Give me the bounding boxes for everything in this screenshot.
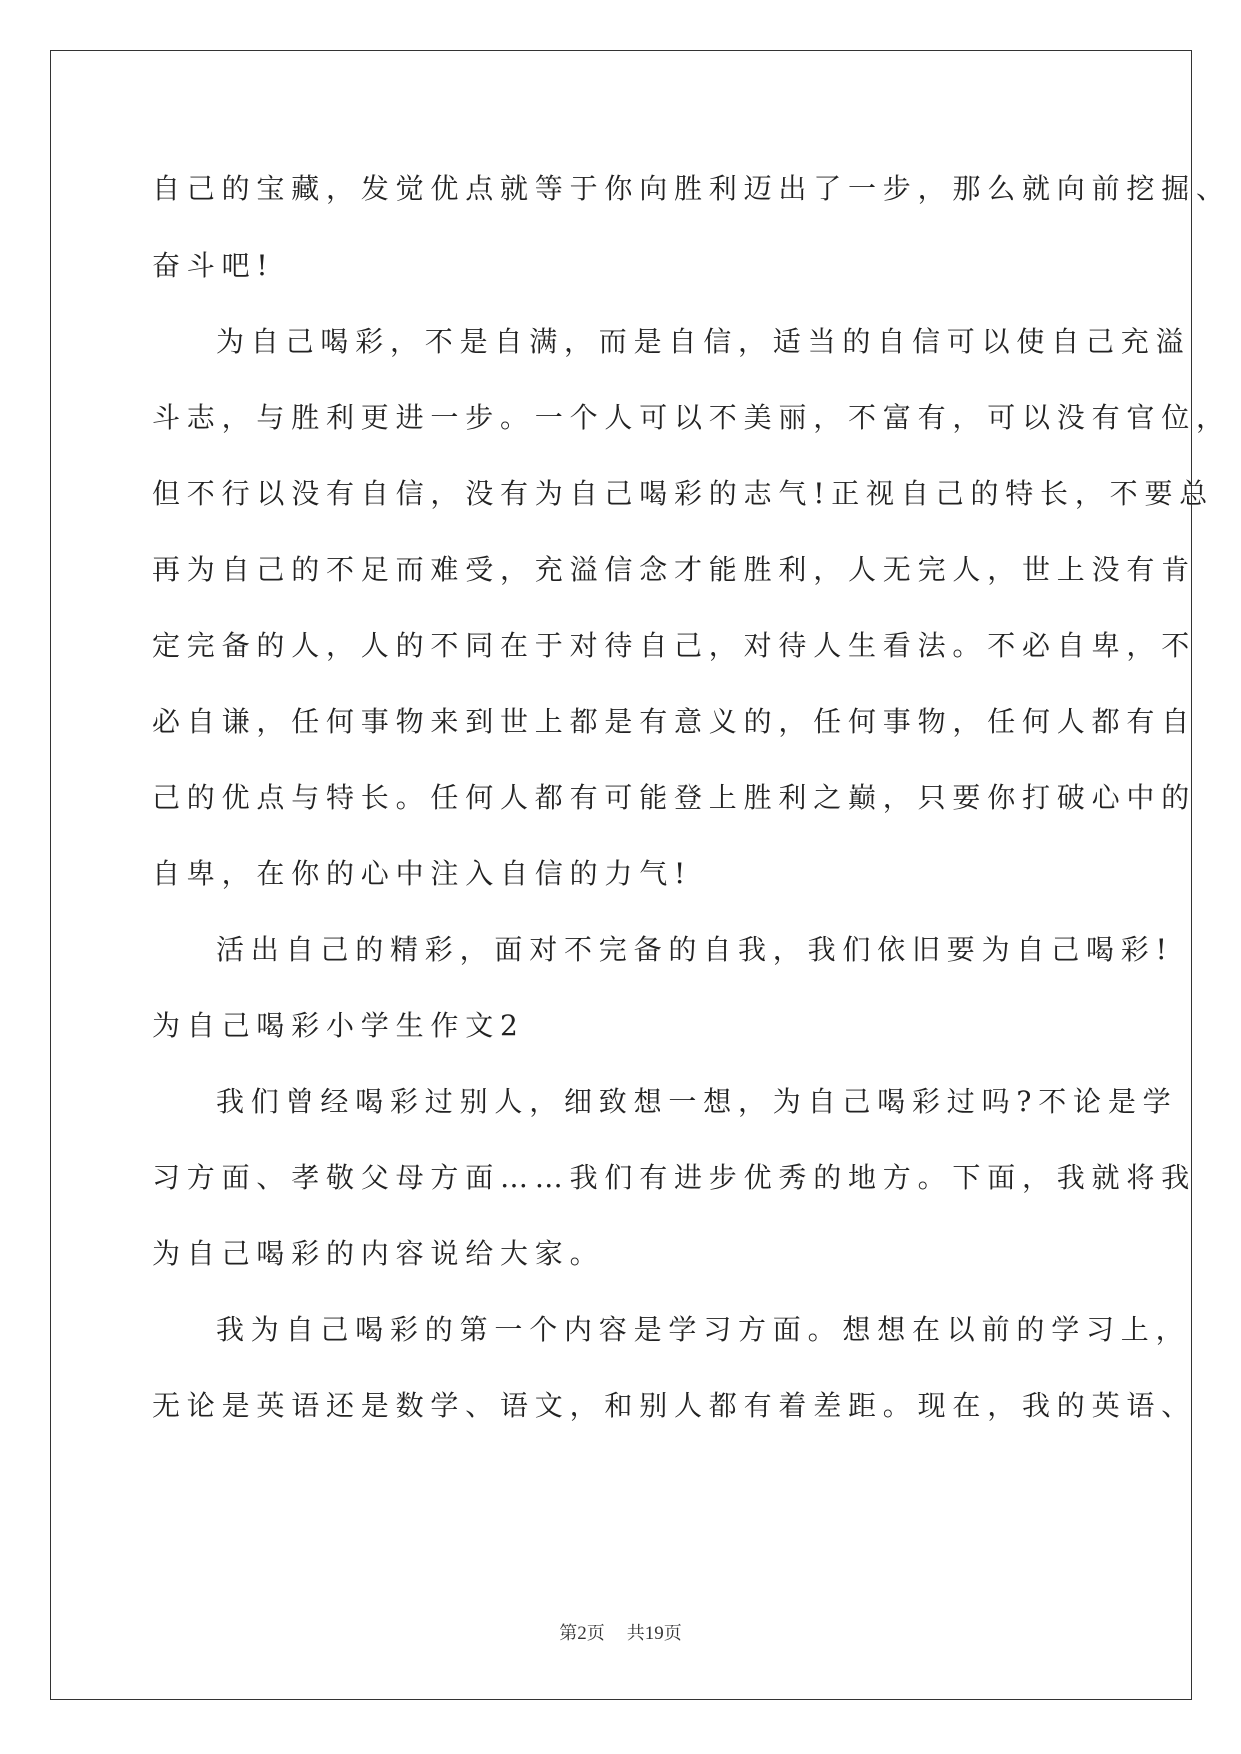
page-prefix: 第 bbox=[559, 1623, 578, 1644]
text-line: 无论是英语还是数学、语文，和别人都有着差距。现在，我的英语、 bbox=[152, 1389, 1197, 1422]
page-suffix: 页 bbox=[586, 1623, 605, 1644]
text-line: 奋斗吧! bbox=[152, 249, 275, 282]
paragraph-first-line: 活出自己的精彩，面对不完备的自我，我们依旧要为自己喝彩! bbox=[216, 933, 1174, 966]
text-line: 己的优点与特长。任何人都有可能登上胜利之巅，只要你打破心中的 bbox=[152, 781, 1197, 814]
text-line: 再为自己的不足而难受，充溢信念才能胜利，人无完人，世上没有肯 bbox=[152, 553, 1197, 586]
section-heading: 为自己喝彩小学生作文2 bbox=[152, 1009, 525, 1042]
text-line: 习方面、孝敬父母方面……我们有进步优秀的地方。下面，我就将我 bbox=[152, 1161, 1197, 1194]
text-line: 必自谦，任何事物来到世上都是有意义的，任何事物，任何人都有自 bbox=[152, 705, 1197, 738]
total-suffix: 页 bbox=[663, 1623, 682, 1644]
page-footer bbox=[0, 1622, 1241, 1646]
text-line: 自己的宝藏，发觉优点就等于你向胜利迈出了一步，那么就向前挖掘、 bbox=[152, 172, 1231, 205]
total-prefix: 共 bbox=[626, 1623, 645, 1644]
text-line: 定完备的人，人的不同在于对待自己，对待人生看法。不必自卑，不 bbox=[152, 629, 1197, 662]
text-line: 自卑，在你的心中注入自信的力气! bbox=[152, 857, 693, 890]
page-current: 2 bbox=[577, 1623, 587, 1644]
paragraph-first-line: 我们曾经喝彩过别人，细致想一想，为自己喝彩过吗?不论是学 bbox=[216, 1085, 1178, 1118]
page-total: 19 bbox=[644, 1623, 664, 1644]
paragraph-first-line: 我为自己喝彩的第一个内容是学习方面。想想在以前的学习上， bbox=[216, 1313, 1191, 1346]
paragraph-first-line: 为自己喝彩，不是自满，而是自信，适当的自信可以使自己充溢 bbox=[216, 325, 1191, 358]
text-line: 为自己喝彩的内容说给大家。 bbox=[152, 1237, 605, 1270]
text-line: 斗志，与胜利更进一步。一个人可以不美丽，不富有，可以没有官位， bbox=[152, 401, 1231, 434]
text-line: 但不行以没有自信，没有为自己喝彩的志气!正视自己的特长，不要总 bbox=[152, 477, 1215, 510]
